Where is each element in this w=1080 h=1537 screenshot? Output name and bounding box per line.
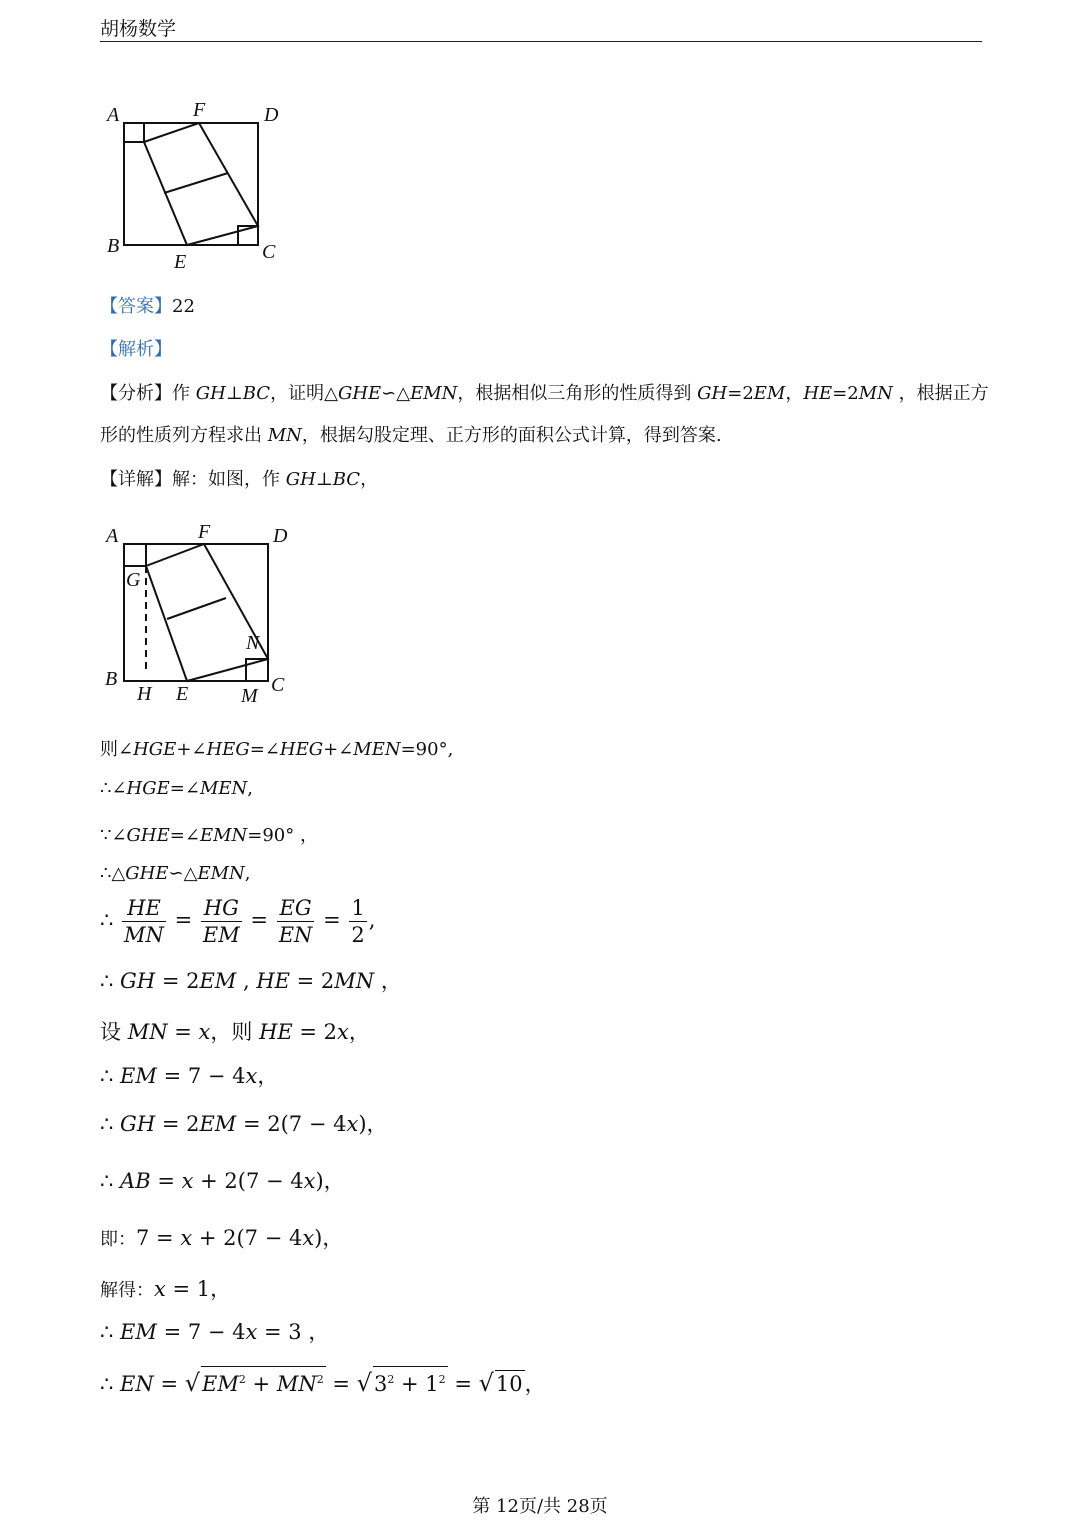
label-c2: C [271, 674, 285, 696]
fraction-one-half: $\frac{1}{2}$ [351, 896, 365, 947]
step-9: ∴ GH = 2EM = 2(7 − 4x)， [100, 1112, 388, 1136]
step-11: 即：7 = x + 2(7 − 4x)， [100, 1226, 344, 1250]
radicand-ten: 10 [495, 1372, 523, 1396]
step-10: ∴ AB = x + 2(7 − 4x)， [100, 1169, 345, 1193]
label-e: E [174, 251, 187, 273]
step-7: 设 MN = x，则 HE = 2x， [100, 1020, 370, 1044]
page-header [100, 12, 982, 42]
label-f: F [193, 99, 206, 121]
radical-sign: √ [356, 1369, 372, 1397]
middle-segment-2 [167, 598, 226, 619]
step-6: ∴ GH = 2EM , HE = 2MN ， [100, 969, 402, 993]
step-8: ∴ EM = 7 − 4x， [100, 1064, 279, 1088]
label-a: A [107, 104, 120, 126]
label-m2: M [241, 685, 258, 707]
answer-tag: 【答案】 [100, 296, 172, 317]
step-3: ∵∠GHE=∠EMN=90° ， [100, 825, 318, 846]
label-a2: A [106, 525, 119, 547]
middle-segment [164, 173, 228, 193]
step-2: ∴∠HGE=∠MEN, [100, 778, 253, 799]
label-h2: H [137, 683, 152, 705]
small-square-ag [124, 544, 146, 566]
fraction-eg-en: $\frac{EG}{EN}$ [278, 896, 313, 947]
label-f2: F [198, 521, 211, 543]
rect-chain-2 [146, 544, 268, 681]
label-d2: D [273, 525, 288, 547]
figure-2 [100, 518, 310, 710]
answer-line [100, 292, 195, 318]
analysis-tag: 【解析】 [100, 339, 172, 360]
label-d: D [264, 104, 279, 126]
header-title: 胡杨数学 [100, 18, 177, 40]
step-4: ∴△GHE∽△EMN, [100, 863, 251, 884]
analysis-line-1: 【分析】作 GH⊥BC，证明△GHE∽△EMN，根据相似三角形的性质得到 GH=2EM，HE=2MN ，根据正方 [100, 383, 989, 404]
radical-sign: √ [184, 1369, 201, 1397]
label-e2: E [176, 683, 189, 705]
small-square-a [124, 123, 144, 142]
page-footer: 第 12页/共 28页 [472, 1496, 608, 1517]
analysis-line-2: 形的性质列方程求出 MN，根据勾股定理、正方形的面积公式计算，得到答案. [100, 425, 722, 446]
label-g2: G [126, 569, 141, 591]
step-14: ∴ EN = $√EM^2 + MN^2 = √3^2 + 1^2 = √10$， [100, 1366, 546, 1398]
step-12: 解得：x = 1， [100, 1277, 232, 1301]
step-13: ∴ EM = 7 − 4x = 3 ， [100, 1320, 330, 1344]
fraction-he-mn: $\frac{HE}{MN}$ [124, 896, 164, 947]
answer-value: 22 [172, 296, 195, 317]
step-1: 则∠HGE+∠HEG=∠HEG+∠MEN=90°, [100, 739, 454, 760]
label-n2: N [246, 632, 260, 654]
detail-line: 【详解】解：如图，作 GH⊥BC， [100, 469, 379, 490]
label-b: B [107, 235, 120, 257]
figure-1 [100, 95, 300, 275]
radicand-em-mn: $EM^2 + MN^2$ [201, 1366, 326, 1397]
label-b2: B [105, 668, 118, 690]
radical-sign: √ [478, 1369, 494, 1397]
label-c: C [262, 241, 276, 263]
step-5-ratio: ∴ $\frac{HE}{MN}$ = $\frac{HG}{EM}$ = $\frac{EG}{EN}$ = $\frac{1}{2}$ , [100, 896, 376, 947]
fraction-hg-em: $\frac{HG}{EM}$ [202, 896, 240, 947]
radicand-numbers: $3^2 + 1^2$ [373, 1366, 448, 1397]
